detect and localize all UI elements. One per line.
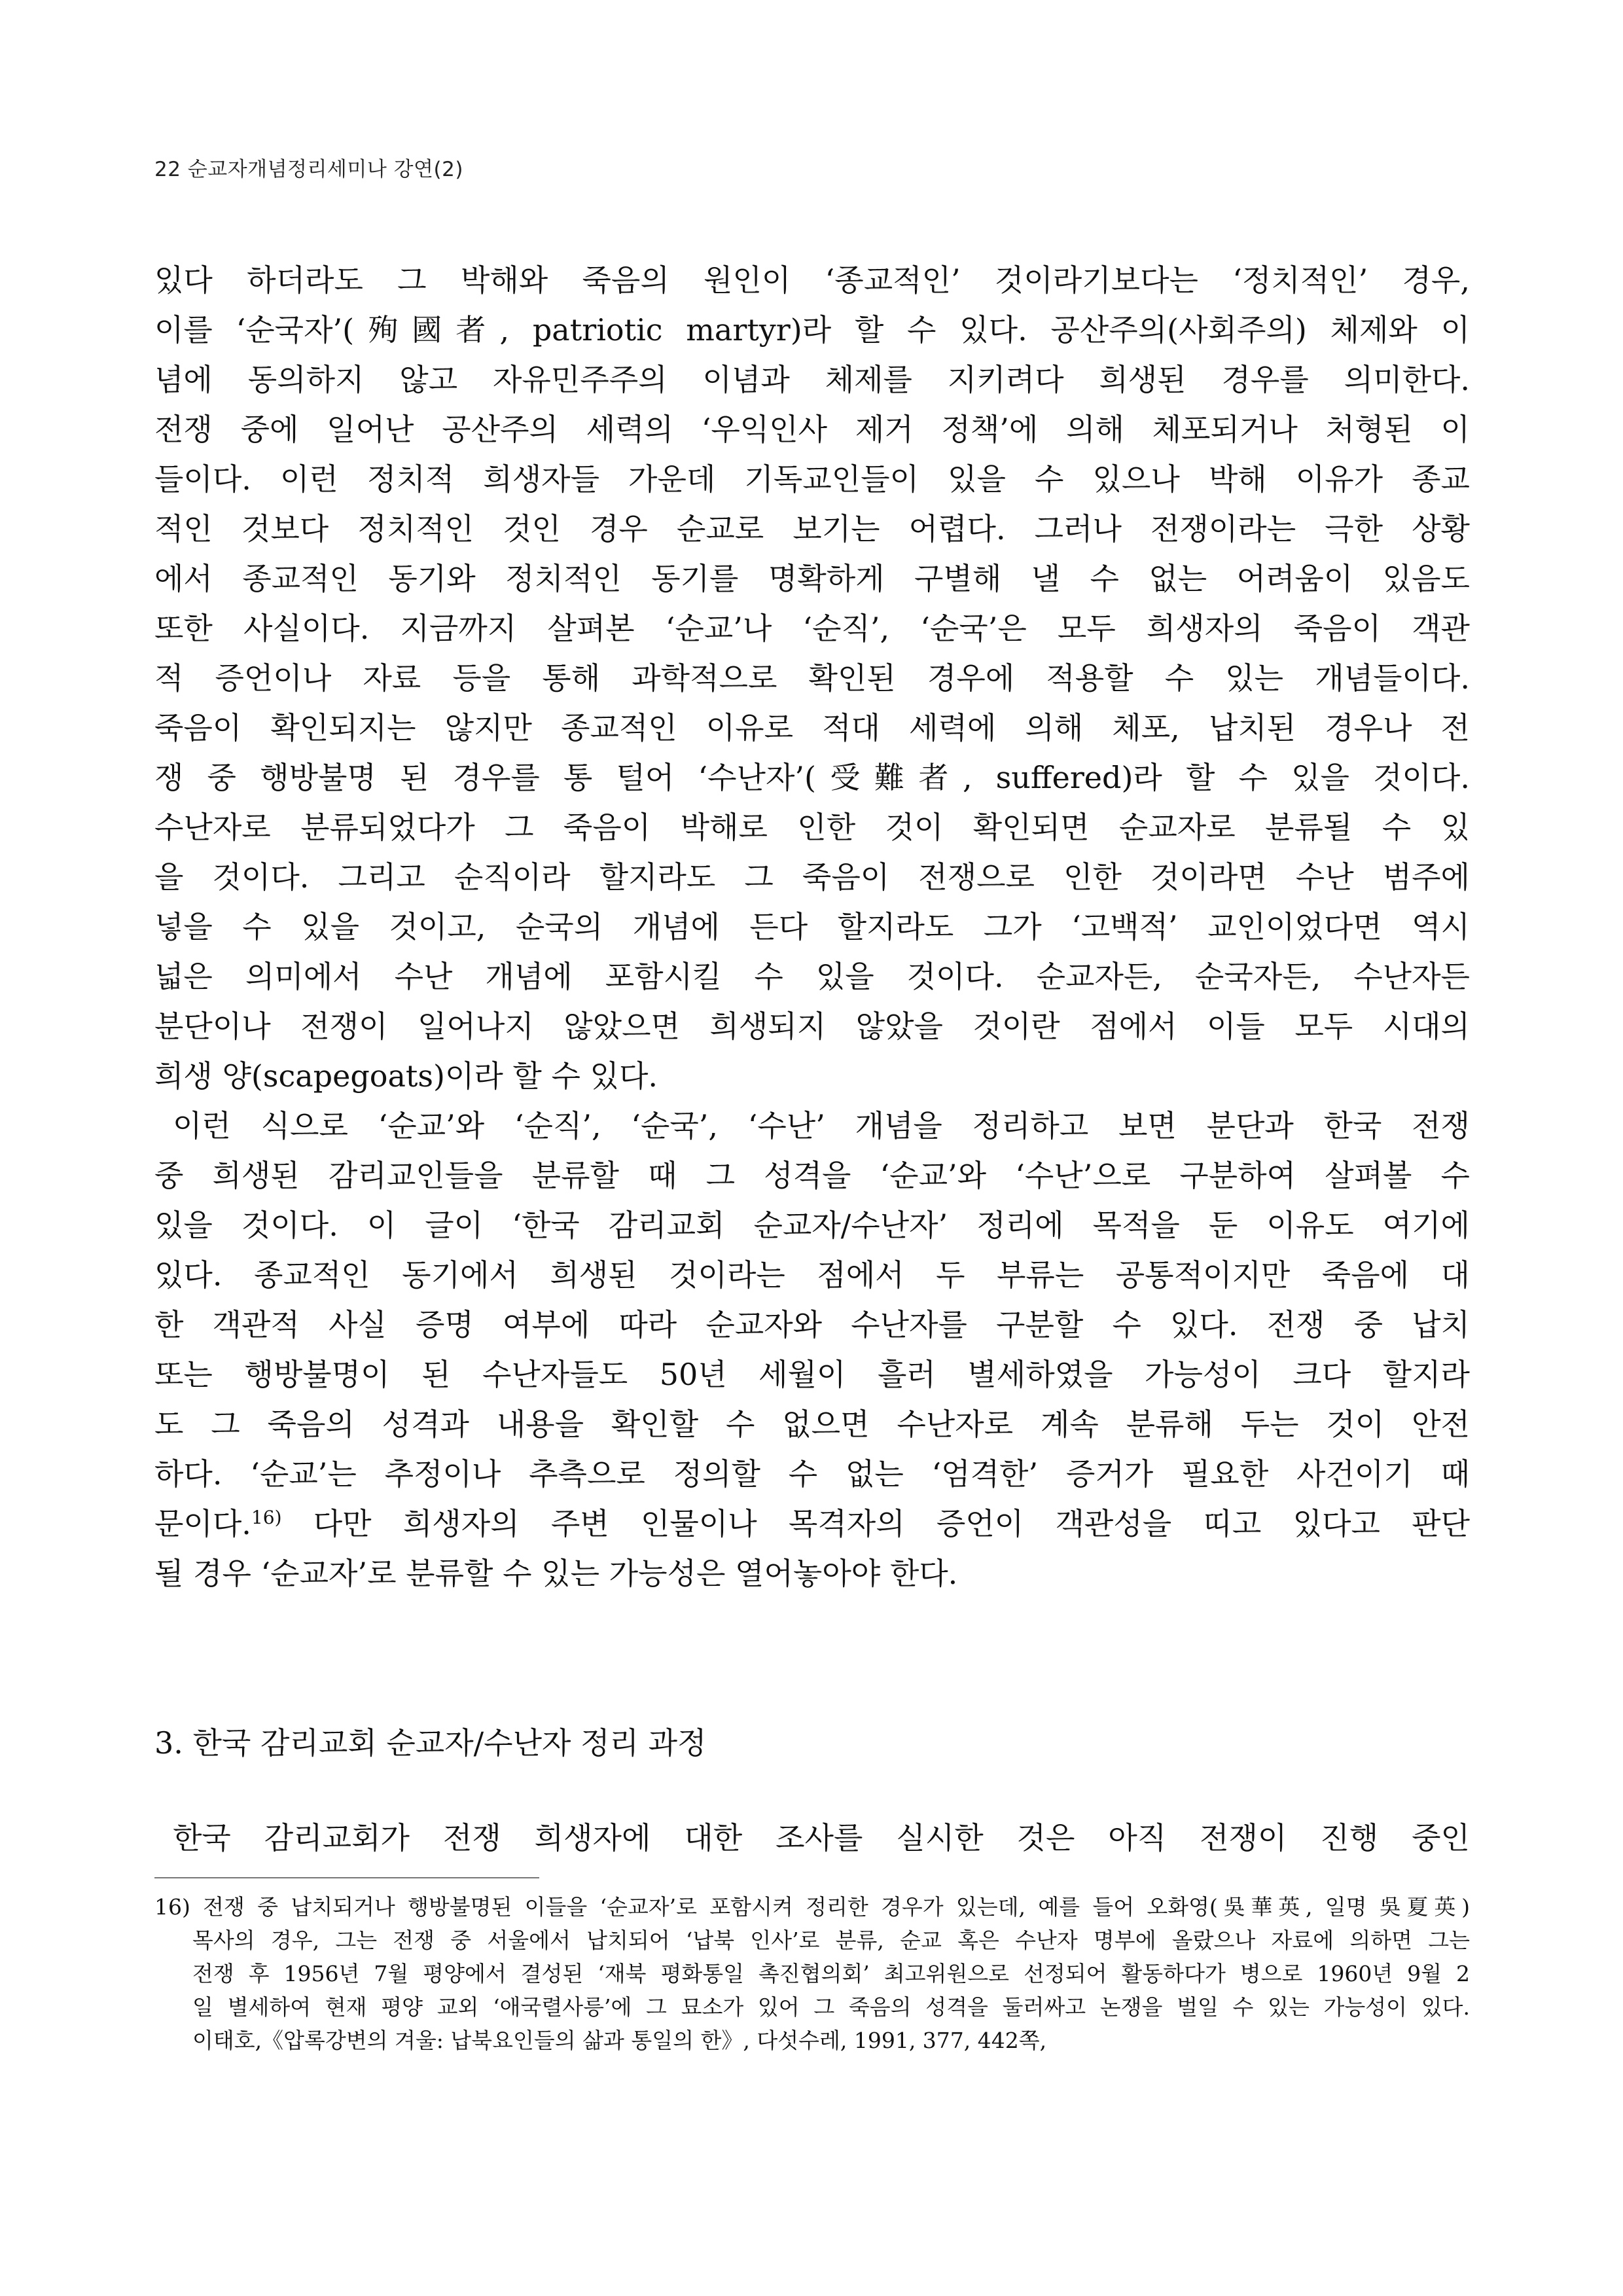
text-line: 분단이나 전쟁이 일어나지 않았으면 희생되지 않았을 것이란 점에서 이들 모두 시대의 bbox=[154, 1009, 1470, 1044]
main-text bbox=[154, 255, 1470, 1598]
text-line bbox=[154, 1499, 1470, 1549]
footnote-line: 목사의 경우, 그는 전쟁 중 서울에서 납치되어 ‘납북 인사’로 분류, 순교 혹은 수난자 명부에 올랐으나 자료에 의하면 그는 bbox=[192, 1928, 1470, 1953]
text-line: 전쟁 중에 일어난 공산주의 세력의 ‘우익인사 제거 정책’에 의해 체포되거나 처형된 이 bbox=[154, 412, 1470, 447]
text-line: 적 증언이나 자료 등을 통해 과학적으로 확인된 경우에 적용할 수 있는 개념들이다. bbox=[154, 660, 1470, 696]
text-line: 있다. 종교적인 동기에서 희생된 것이라는 점에서 두 부류는 공통적이지만 죽음에 대 bbox=[154, 1257, 1470, 1293]
text-line: 또한 사실이다. 지금까지 살펴본 ‘순교’나 ‘순직’, ‘순국’은 모두 희생자의 죽음이 객관 bbox=[154, 611, 1470, 646]
text-line: 을 것이다. 그리고 순직이라 할지라도 그 죽음이 전쟁으로 인한 것이라면 수난 범주에 bbox=[154, 859, 1470, 895]
footnote-line: 전쟁 후 1956년 7월 평양에서 결성된 ‘재북 평화통일 촉진협의회’ 최고위원으로 선정되어 활동하다가 병으로 1960년 9월 2 bbox=[192, 1961, 1470, 1986]
footnote-line: 일 별세하여 현재 평양 교외 ‘애국렬사릉’에 그 묘소가 있어 그 죽음의 성격을 둘러싸고 논쟁을 벌일 수 있는 가능성이 있다. bbox=[192, 1994, 1470, 2020]
text-line: 쟁 중 행방불명 된 경우를 통 털어 ‘수난자’(受難者, suffered)라 할 수 있을 것이다. bbox=[154, 760, 1470, 795]
text-line: 넣을 수 있을 것이고, 순국의 개념에 든다 할지라도 그가 ‘고백적’ 교인이었다면 역시 bbox=[154, 909, 1470, 944]
text-line: 또는 행방불명이 된 수난자들도 50년 세월이 흘러 별세하였을 가능성이 크다 할지라 bbox=[154, 1357, 1470, 1392]
text-line: 한국 감리교회가 전쟁 희생자에 대한 조사를 실시한 것은 아직 전쟁이 진행 중인 bbox=[173, 1820, 1470, 1856]
text-line: 적인 것보다 정치적인 것인 경우 순교로 보기는 어렵다. 그러나 전쟁이라는 극한 상황 bbox=[154, 511, 1470, 547]
text-fragment: 문이다. bbox=[154, 1506, 251, 1541]
text-line: 에서 종교적인 동기와 정치적인 동기를 명확하게 구별해 낼 수 없는 어려움이 있음도 bbox=[154, 561, 1470, 596]
text-line: 들이다. 이런 정치적 희생자들 가운데 기독교인들이 있을 수 있으나 박해 이유가 종교 bbox=[154, 461, 1470, 497]
footnote-divider bbox=[154, 1877, 539, 1878]
text-line: 념에 동의하지 않고 자유민주주의 이념과 체제를 지키려다 희생된 경우를 의미한다. bbox=[154, 362, 1470, 397]
text-line: 도 그 죽음의 성격과 내용을 확인할 수 없으면 수난자로 계속 분류해 두는 것이 안전 bbox=[154, 1407, 1470, 1442]
text-line: 있다 하더라도 그 박해와 죽음의 원인이 ‘종교적인’ 것이라기보다는 ‘정치적인’ 경우, bbox=[154, 262, 1470, 298]
text-line: 있을 것이다. 이 글이 ‘한국 감리교회 순교자/수난자’ 정리에 목적을 둔 이유도 여기에 bbox=[154, 1208, 1470, 1243]
running-head: 22 순교자개념정리세미나 강연(2) bbox=[154, 158, 463, 181]
footnote-line: 16) 전쟁 중 납치되거나 행방불명된 이들을 ‘순교자’로 포함시켜 정리한 경우가 있는데, 예를 들어 오화영(吳華英, 일명 吳夏英) bbox=[154, 1894, 1470, 1920]
text-line: 죽음이 확인되지는 않지만 종교적인 이유로 적대 세력에 의해 체포, 납치된 경우나 전 bbox=[154, 710, 1470, 745]
text-line: 희생 양(scapegoats)이라 할 수 있다. bbox=[154, 1058, 658, 1094]
text-fragment: 다만 희생자의 주변 인물이나 목격자의 증언이 객관성을 띠고 있다고 판단 bbox=[281, 1506, 1470, 1541]
text-line: 이를 ‘순국자’(殉國者, patriotic martyr)라 할 수 있다. 공산주의(사회주의) 체제와 이 bbox=[154, 312, 1470, 348]
footnotes bbox=[154, 1890, 1470, 2057]
text-line: 넓은 의미에서 수난 개념에 포함시킬 수 있을 것이다. 순교자든, 순국자든, 수난자든 bbox=[154, 959, 1470, 994]
text-line: 될 경우 ‘순교자’로 분류할 수 있는 가능성은 열어놓아야 한다. bbox=[154, 1556, 958, 1591]
footnote-marker[interactable]: 16) bbox=[251, 1507, 282, 1528]
section-heading: 3. 한국 감리교회 순교자/수난자 정리 과정 bbox=[154, 1725, 707, 1761]
section-body bbox=[154, 1813, 1470, 1863]
text-line: 수난자로 분류되었다가 그 죽음이 박해로 인한 것이 확인되면 순교자로 분류될 수 있 bbox=[154, 810, 1470, 845]
footnote-line: 이태호,《압록강변의 겨울: 납북요인들의 삶과 통일의 한》, 다섯수레, 1991, 377, 442쪽, bbox=[192, 2028, 1047, 2053]
text-line: 이런 식으로 ‘순교’와 ‘순직’, ‘순국’, ‘수난’ 개념을 정리하고 보면 분단과 한국 전쟁 bbox=[173, 1108, 1470, 1143]
text-line: 중 희생된 감리교인들을 분류할 때 그 성격을 ‘순교’와 ‘수난’으로 구분하여 살펴볼 수 bbox=[154, 1158, 1470, 1193]
text-line: 하다. ‘순교’는 추정이나 추측으로 정의할 수 없는 ‘엄격한’ 증거가 필요한 사건이기 때 bbox=[154, 1456, 1470, 1492]
text-line: 한 객관적 사실 증명 여부에 따라 순교자와 수난자를 구분할 수 있다. 전쟁 중 납치 bbox=[154, 1307, 1470, 1342]
